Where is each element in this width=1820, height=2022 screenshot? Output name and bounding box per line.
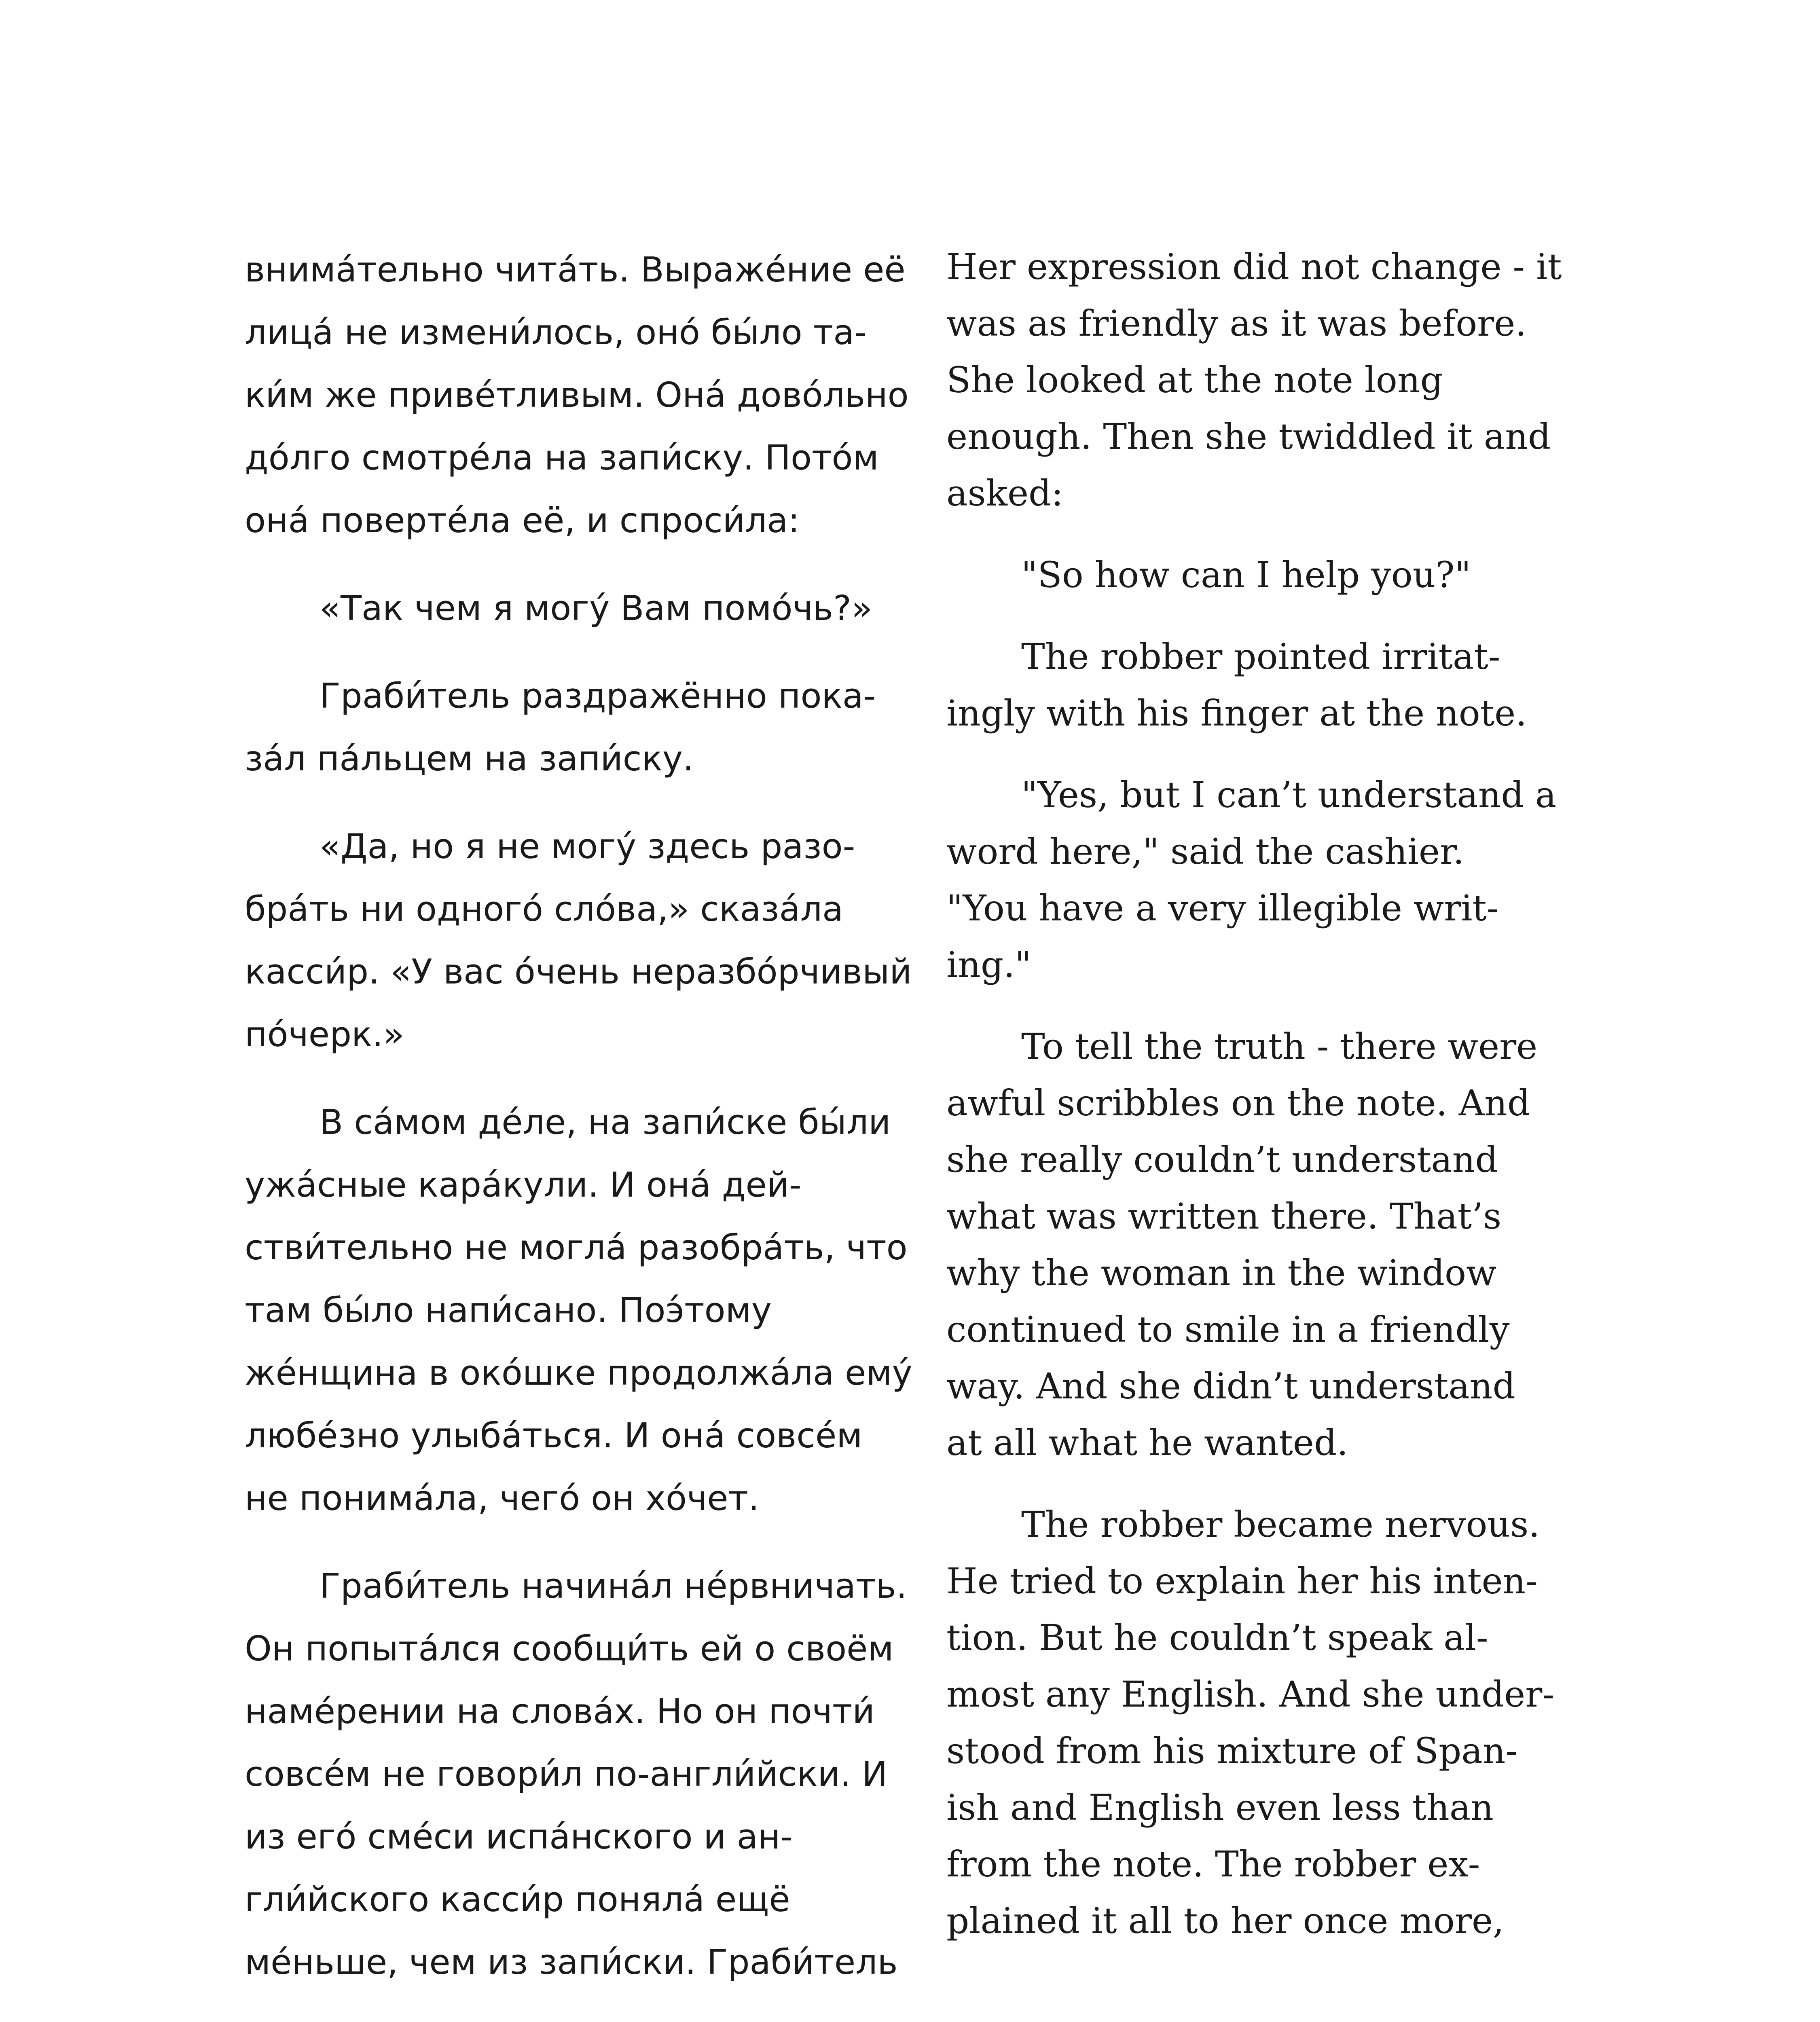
english-text-line: ish and English even less than: [946, 1787, 1494, 1828]
english-text-line: awful scribbles on the note. And: [946, 1082, 1530, 1124]
english-text-line: The robber pointed irritat-: [1021, 636, 1500, 677]
english-text-line: ingly with his finger at the note.: [946, 692, 1527, 734]
russian-text-line: же́нщина в око́шке продолжа́ла ему́: [245, 1353, 912, 1393]
english-text-line: Her expression did not change - it: [946, 246, 1562, 288]
russian-text-line: В са́мом де́ле, на запи́ске бы́ли: [320, 1102, 891, 1142]
russian-text-line: совсе́м не говори́л по-англи́йски. И: [245, 1754, 888, 1794]
english-text-line: enough. Then she twiddled it and: [946, 416, 1551, 457]
russian-paragraph: [245, 1091, 916, 1530]
english-text-line: she really couldn’t understand: [946, 1139, 1498, 1180]
english-paragraph: [946, 628, 1537, 742]
russian-text-line: за́л па́льцем на запи́ску.: [245, 739, 694, 779]
english-text-line: from the note. The robber ex-: [946, 1843, 1480, 1885]
russian-paragraph: [245, 1555, 916, 1994]
english-text-line: what was written there. That’s: [946, 1195, 1502, 1237]
english-paragraph: [946, 1496, 1555, 1949]
russian-text-line: там бы́ло напи́сано. Поэ́тому: [245, 1290, 772, 1330]
english-text-line: word here," said the cashier.: [946, 831, 1464, 872]
english-translation-column: [946, 239, 1562, 2022]
russian-text-line: ужа́сные кара́кули. И она́ дей-: [245, 1165, 802, 1205]
english-text-line: The robber became nervous.: [1021, 1504, 1540, 1545]
russian-text-line: наме́рении на слова́х. Но он почти́: [245, 1692, 875, 1732]
russian-paragraph: [245, 665, 916, 790]
english-text-line: tion. But he couldn’t speak al-: [946, 1617, 1488, 1658]
russian-text-line: ме́ньше, чем из запи́ски. Граби́тель: [245, 1942, 898, 1982]
english-text-line: asked:: [946, 472, 1064, 514]
russian-text-line: Граби́тель начина́л не́рвничать.: [320, 1566, 907, 1606]
russian-text-line: стви́тельно не могла́ разобра́ть, что: [245, 1228, 908, 1268]
english-paragraph: [946, 767, 1557, 993]
russian-text-column: [245, 239, 916, 2022]
english-text-line: He tried to explain her his inten-: [946, 1560, 1538, 1602]
russian-text-line: Граби́тель раздражённо пока-: [320, 676, 876, 716]
english-text-line: ing.": [946, 944, 1031, 986]
english-text-line: "Yes, but I can’t understand a: [1021, 774, 1557, 816]
russian-text-line: из его́ сме́си испа́нского и ан-: [245, 1817, 793, 1857]
russian-text-line: по́черк.»: [245, 1015, 404, 1055]
russian-text-line: «Так чем я могу́ Вам помо́чь?»: [320, 588, 872, 628]
russian-text-line: внима́тельно чита́ть. Выраже́ние её: [245, 250, 906, 290]
english-text-line: most any English. And she under-: [946, 1673, 1555, 1715]
russian-text-line: не понима́ла, чего́ он хо́чет.: [245, 1478, 760, 1519]
english-text-line: She looked at the note long: [946, 359, 1443, 401]
english-paragraph: [946, 239, 1562, 522]
russian-paragraph: [245, 815, 916, 1066]
russian-text-line: лица́ не измени́лось, оно́ бы́ло та-: [245, 313, 867, 353]
russian-text-line: ки́м же приве́тливым. Она́ дово́льно: [245, 375, 909, 415]
english-paragraph: [946, 1018, 1537, 1471]
russian-text-line: касси́р. «У вас о́чень неразбо́рчивый: [245, 952, 912, 992]
russian-text-line: Он попыта́лся сообщи́ть ей о своём: [245, 1629, 894, 1669]
russian-paragraph: [245, 239, 916, 552]
english-text-line: stood from his mixture of Span-: [946, 1730, 1518, 1772]
english-text-line: plained it all to her once more,: [946, 1900, 1504, 1942]
english-text-line: way. And she didn’t understand: [946, 1365, 1515, 1407]
russian-text-line: она́ поверте́ла её, и спроси́ла:: [245, 501, 800, 541]
russian-text-line: до́лго смотре́ла на запи́ску. Пото́м: [245, 438, 879, 478]
english-text-line: why the woman in the window: [946, 1252, 1497, 1294]
russian-text-line: гли́йского касси́р поняла́ ещё: [245, 1880, 790, 1920]
russian-paragraph: [245, 577, 916, 640]
russian-text-line: бра́ть ни одного́ сло́ва,» сказа́ла: [245, 889, 844, 929]
english-text-line: at all what he wanted.: [946, 1422, 1348, 1464]
english-text-line: "You have a very illegible writ-: [946, 887, 1499, 929]
english-text-line: was as friendly as it was before.: [946, 302, 1527, 344]
russian-text-line: «Да, но я не могу́ здесь разо-: [320, 827, 855, 867]
english-paragraph: [946, 547, 1537, 603]
russian-text-line: любе́зно улыба́ться. И она́ совсе́м: [245, 1416, 863, 1456]
english-text-line: To tell the truth - there were: [1021, 1026, 1538, 1067]
english-text-line: "So how can I help you?": [1021, 554, 1471, 596]
english-text-line: continued to smile in a friendly: [946, 1309, 1510, 1350]
